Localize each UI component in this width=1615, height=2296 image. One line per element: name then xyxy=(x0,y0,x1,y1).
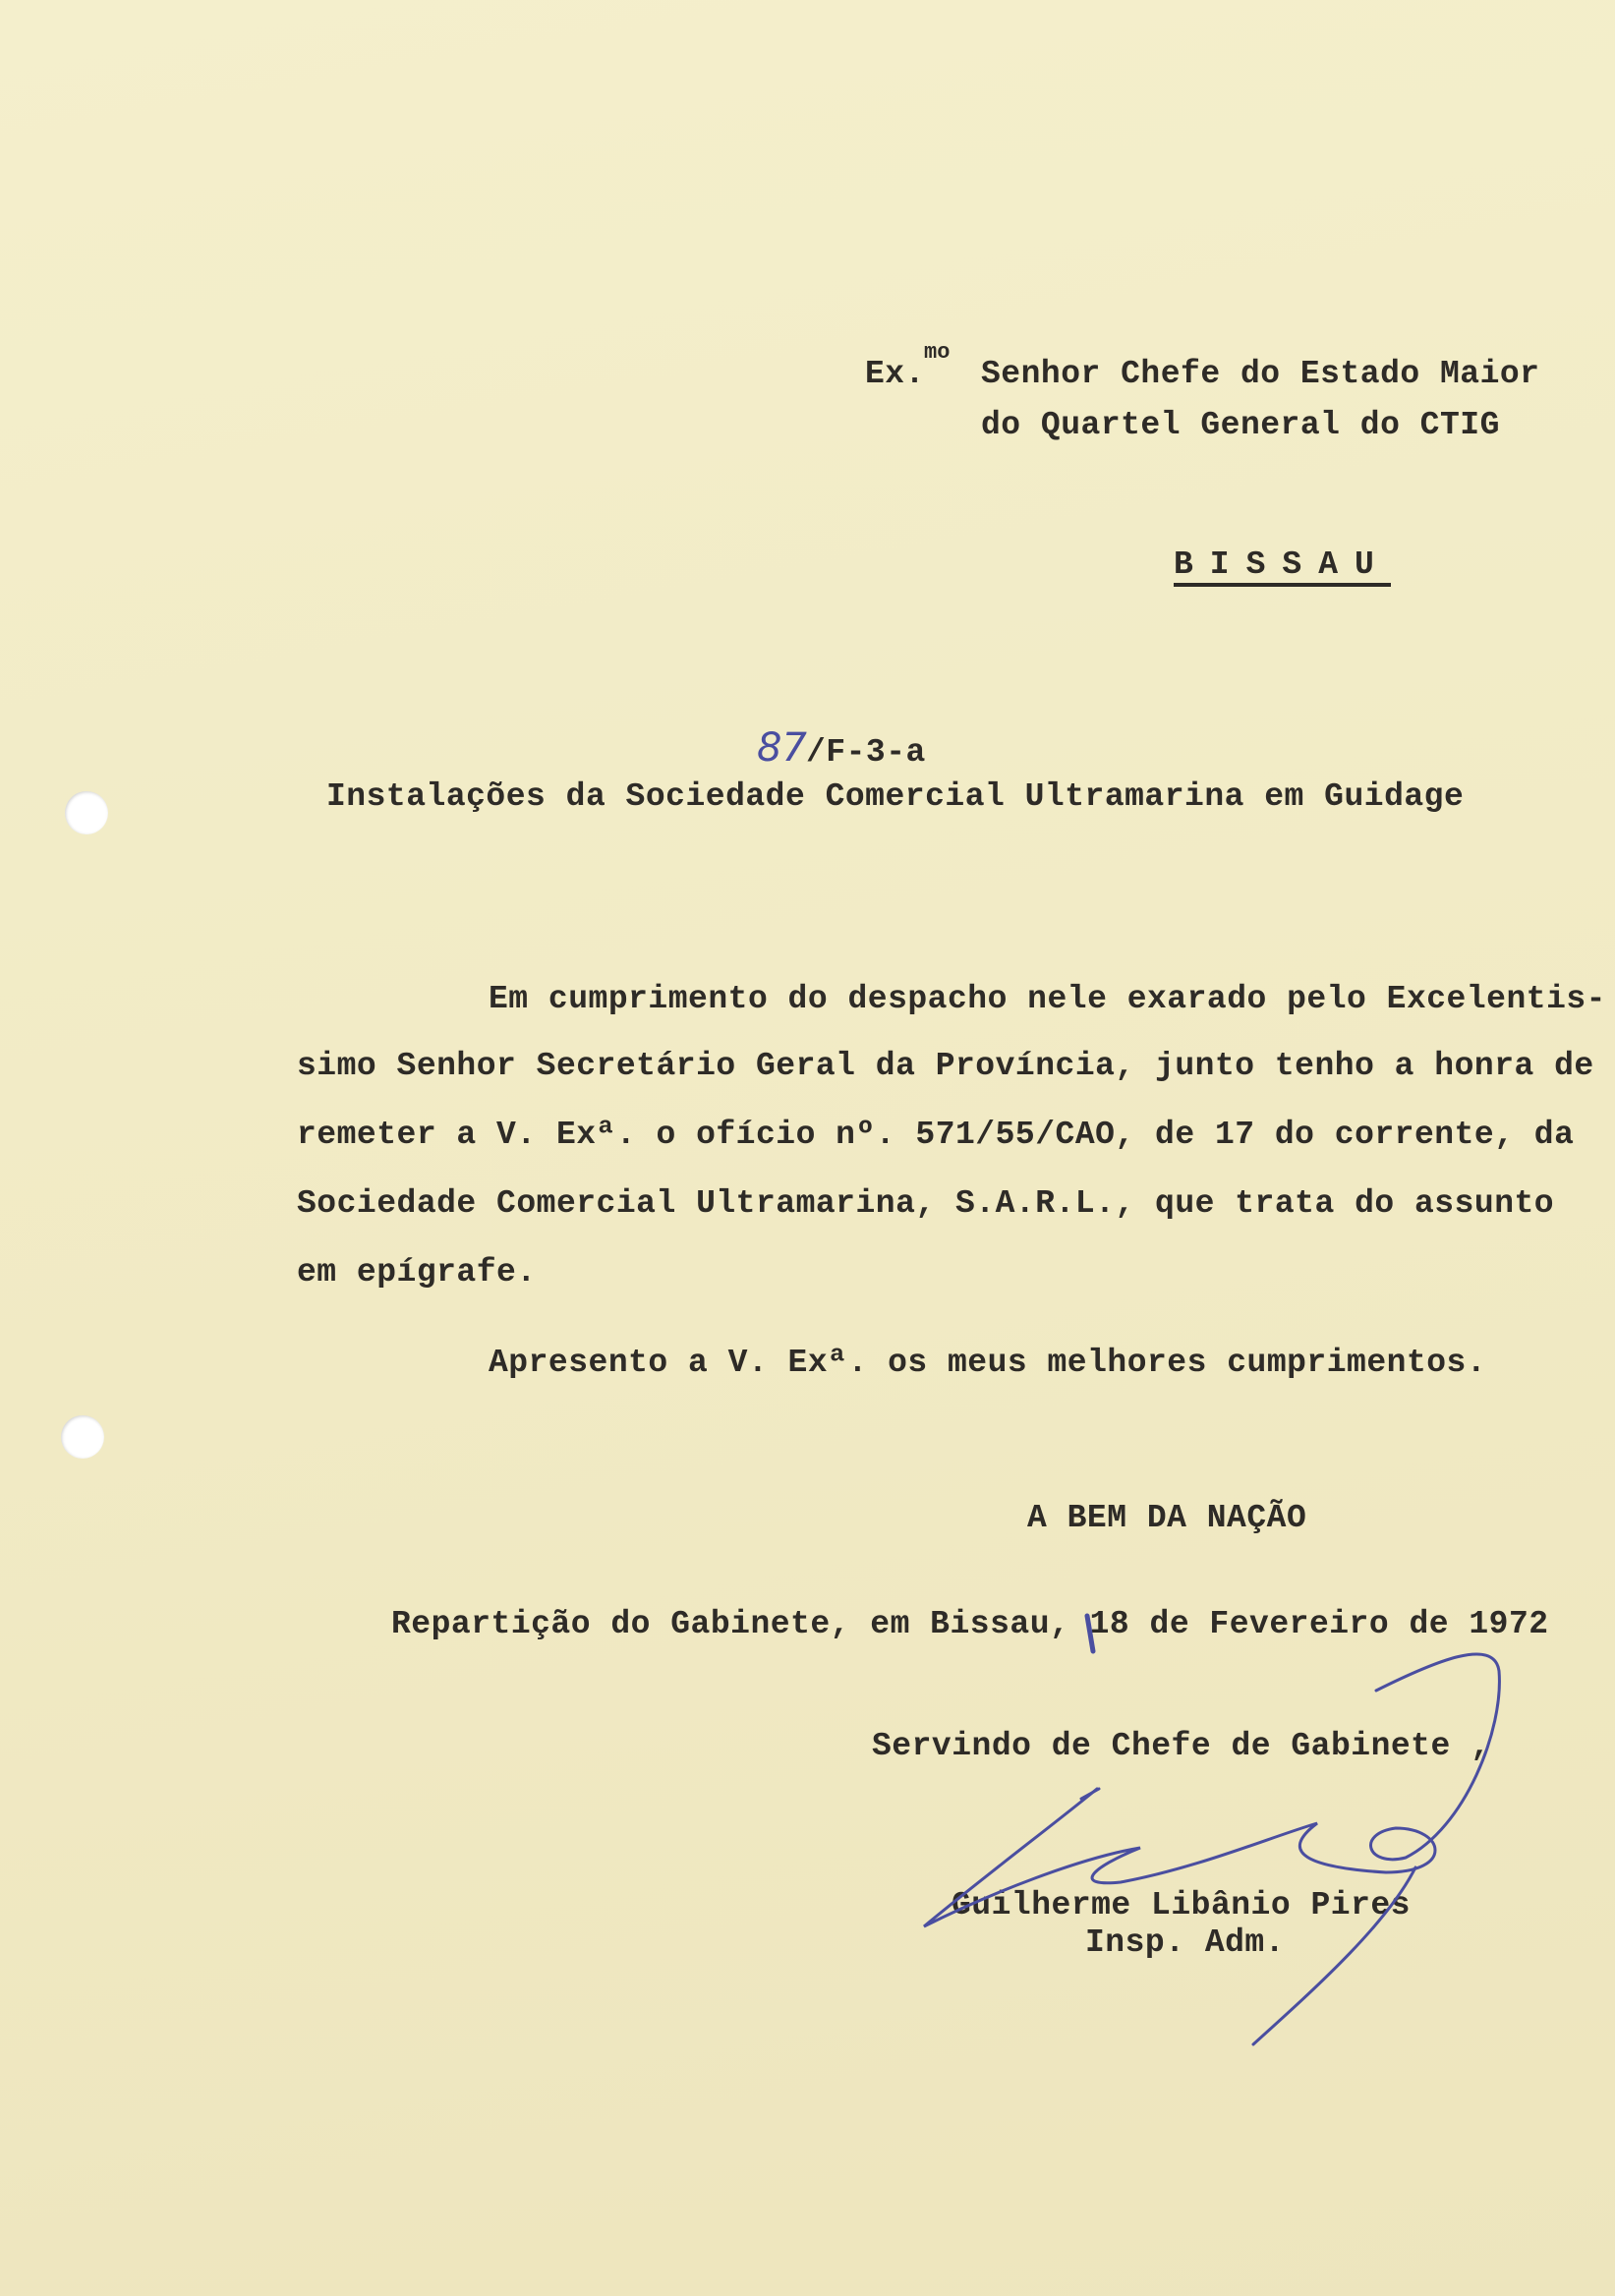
reference-code: /F-3-a xyxy=(806,734,926,771)
body-line-1: Em cumprimento do despacho nele exarado pelo Excelentis- xyxy=(489,981,1606,1017)
body-line-4: Sociedade Comercial Ultramarina, S.A.R.L., que trata do assunto xyxy=(297,1185,1555,1222)
addressee-line-1: Senhor Chefe do Estado Maior xyxy=(981,356,1540,392)
body-line-3: remeter a V. Exª. o ofício nº. 571/55/CAO, de 17 do corrente, da xyxy=(297,1117,1575,1153)
addressee-prefix: Ex. xyxy=(865,356,925,392)
body-paragraph-2: Apresento a V. Exª. os meus melhores cumprimentos. xyxy=(489,1345,1487,1381)
body-line-5: em epígrafe. xyxy=(297,1254,537,1291)
addressee-line-2: do Quartel General do CTIG xyxy=(981,407,1500,443)
reference-handwritten-number: 87 xyxy=(757,725,807,771)
subject: Instalações da Sociedade Comercial Ultramarina em Guidage xyxy=(326,778,1465,815)
date-line: Repartição do Gabinete, em Bissau, 18 de Fevereiro de 1972 xyxy=(391,1606,1549,1642)
addressee-prefix-superscript: mo xyxy=(924,340,951,365)
city: BISSAU xyxy=(1174,546,1391,587)
body-line-2: simo Senhor Secretário Geral da Província, junto tenho a honra de xyxy=(297,1048,1594,1084)
signatory-name: Guilherme Libânio Pires xyxy=(952,1887,1411,1923)
signatory-title: Insp. Adm. xyxy=(1085,1924,1286,1961)
signature-role: Servindo de Chefe de Gabinete , xyxy=(872,1728,1491,1764)
closing-motto: A BEM DA NAÇÃO xyxy=(1027,1500,1307,1536)
